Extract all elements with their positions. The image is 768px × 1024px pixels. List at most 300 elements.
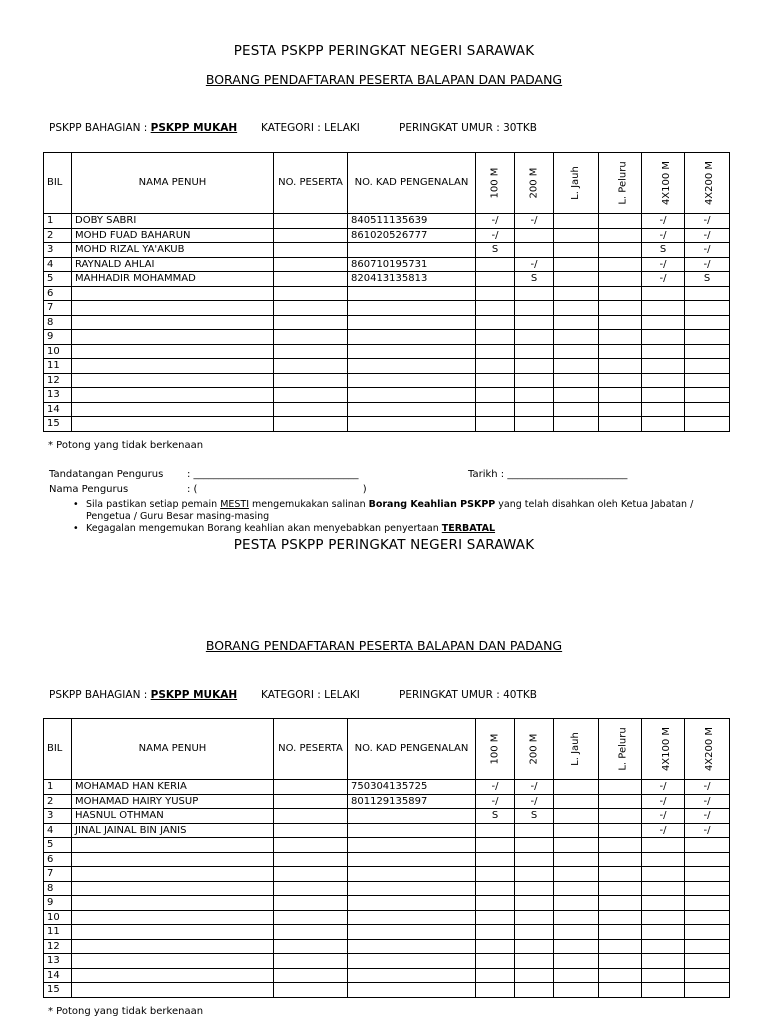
col-no-peserta: NO. PESERTA (274, 153, 348, 214)
cell-4x200 (685, 417, 730, 432)
cell-4x100: -/ (642, 809, 685, 824)
cell-100m (476, 315, 515, 330)
cell-no-kad (348, 809, 476, 824)
cell-100m (476, 823, 515, 838)
cell-bil: 4 (44, 257, 72, 272)
cell-lpeluru (599, 388, 642, 403)
cell-200m (515, 359, 554, 374)
cell-100m: -/ (476, 214, 515, 229)
table-row (44, 214, 730, 229)
cell-no-peserta (274, 214, 348, 229)
cell-lpeluru (599, 315, 642, 330)
cell-100m (476, 852, 515, 867)
cell-no-peserta (274, 272, 348, 287)
cell-4x100: -/ (642, 257, 685, 272)
cell-no-peserta (274, 315, 348, 330)
cell-lpeluru (599, 881, 642, 896)
cell-100m (476, 867, 515, 882)
table-row (44, 867, 730, 882)
table-row (44, 838, 730, 853)
cell-4x100: S (642, 243, 685, 258)
col-200m: 200 M (515, 719, 554, 780)
cell-200m (515, 402, 554, 417)
cell-no-kad (348, 983, 476, 998)
cell-4x200 (685, 315, 730, 330)
cell-nama (72, 315, 274, 330)
cell-4x200 (685, 968, 730, 983)
cell-ljauh (554, 272, 599, 287)
cell-200m (515, 968, 554, 983)
cell-4x100: -/ (642, 272, 685, 287)
cell-no-peserta (274, 228, 348, 243)
cell-lpeluru (599, 968, 642, 983)
cell-4x200 (685, 910, 730, 925)
col-no-kad: NO. KAD PENGENALAN (348, 719, 476, 780)
cell-4x200 (685, 301, 730, 316)
cell-100m (476, 939, 515, 954)
cell-no-kad (348, 417, 476, 432)
cell-4x200 (685, 344, 730, 359)
cell-ljauh (554, 809, 599, 824)
table-row (44, 881, 730, 896)
cell-no-peserta (274, 896, 348, 911)
cell-lpeluru (599, 910, 642, 925)
table-row (44, 315, 730, 330)
cell-4x200 (685, 867, 730, 882)
cell-nama: DOBY SABRI (72, 214, 274, 229)
cell-bil: 11 (44, 359, 72, 374)
cell-100m (476, 330, 515, 345)
cell-lpeluru (599, 373, 642, 388)
cell-lpeluru (599, 780, 642, 795)
table-row (44, 301, 730, 316)
cell-lpeluru (599, 359, 642, 374)
cell-lpeluru (599, 286, 642, 301)
cell-no-kad (348, 867, 476, 882)
col-100m: 100 M (476, 153, 515, 214)
cell-4x200: -/ (685, 809, 730, 824)
col-4x100: 4X100 M (642, 719, 685, 780)
cell-lpeluru (599, 954, 642, 969)
cell-100m (476, 402, 515, 417)
cell-ljauh (554, 954, 599, 969)
cell-ljauh (554, 417, 599, 432)
cell-nama (72, 910, 274, 925)
cell-4x100 (642, 330, 685, 345)
cell-4x200 (685, 388, 730, 403)
cell-100m (476, 301, 515, 316)
cell-lpeluru (599, 838, 642, 853)
cell-4x100 (642, 925, 685, 940)
cell-4x200: -/ (685, 228, 730, 243)
cell-4x100 (642, 301, 685, 316)
cell-ljauh (554, 228, 599, 243)
cell-100m: -/ (476, 780, 515, 795)
cell-lpeluru (599, 939, 642, 954)
table-header-row (44, 153, 730, 214)
cell-100m (476, 925, 515, 940)
cell-4x200 (685, 359, 730, 374)
cell-200m (515, 286, 554, 301)
cell-lpeluru (599, 344, 642, 359)
cell-bil: 6 (44, 852, 72, 867)
cell-100m (476, 417, 515, 432)
cell-bil: 9 (44, 330, 72, 345)
cell-nama (72, 286, 274, 301)
cell-4x100 (642, 373, 685, 388)
cell-nama: MOHAMAD HAN KERIA (72, 780, 274, 795)
umur-2: PERINGKAT UMUR : 40TKB (399, 689, 537, 701)
cell-no-kad: 820413135813 (348, 272, 476, 287)
cell-nama (72, 925, 274, 940)
table-row (44, 417, 730, 432)
table-row (44, 388, 730, 403)
cell-nama (72, 388, 274, 403)
cell-bil: 7 (44, 301, 72, 316)
cell-4x200: S (685, 272, 730, 287)
cell-bil: 1 (44, 214, 72, 229)
cell-bil: 6 (44, 286, 72, 301)
cell-4x100 (642, 910, 685, 925)
col-4x200: 4X200 M (685, 153, 730, 214)
table-row (44, 896, 730, 911)
cell-ljauh (554, 330, 599, 345)
cell-nama (72, 402, 274, 417)
cell-4x100: -/ (642, 823, 685, 838)
col-4x200: 4X200 M (685, 719, 730, 780)
cell-nama (72, 359, 274, 374)
table-row (44, 373, 730, 388)
cell-no-peserta (274, 402, 348, 417)
cell-nama (72, 373, 274, 388)
cell-no-peserta (274, 257, 348, 272)
table-row (44, 243, 730, 258)
cell-4x200: -/ (685, 243, 730, 258)
cell-lpeluru (599, 852, 642, 867)
cell-bil: 13 (44, 954, 72, 969)
cell-200m: -/ (515, 214, 554, 229)
cell-bil: 5 (44, 272, 72, 287)
cell-ljauh (554, 925, 599, 940)
cell-no-peserta (274, 852, 348, 867)
note-2: * Potong yang tidak berkenaan (48, 1006, 204, 1017)
cell-bil: 14 (44, 968, 72, 983)
col-ljauh: L. Jauh (554, 153, 599, 214)
cell-bil: 13 (44, 388, 72, 403)
cell-ljauh (554, 214, 599, 229)
table-row (44, 954, 730, 969)
cell-200m (515, 925, 554, 940)
cell-bil: 3 (44, 809, 72, 824)
cell-bil: 12 (44, 939, 72, 954)
cell-4x100: -/ (642, 214, 685, 229)
bahagian-value: PSKPP MUKAH (150, 122, 238, 134)
cell-ljauh (554, 983, 599, 998)
cell-4x100 (642, 402, 685, 417)
cell-nama (72, 344, 274, 359)
cell-4x200 (685, 402, 730, 417)
cell-4x200 (685, 373, 730, 388)
cell-no-peserta (274, 243, 348, 258)
cell-nama: HASNUL OTHMAN (72, 809, 274, 824)
nama-pengurus-field[interactable]: : ( ) (187, 484, 367, 495)
cell-4x200 (685, 925, 730, 940)
cell-no-peserta (274, 417, 348, 432)
cell-no-kad: 860710195731 (348, 257, 476, 272)
cell-200m: S (515, 809, 554, 824)
cell-nama: MOHAMAD HAIRY YUSUP (72, 794, 274, 809)
note-1: * Potong yang tidak berkenaan (48, 440, 204, 451)
col-4x100: 4X100 M (642, 153, 685, 214)
registration-table-1 (43, 152, 730, 432)
table-row (44, 286, 730, 301)
cell-ljauh (554, 780, 599, 795)
umur-1: PERINGKAT UMUR : 30TKB (399, 122, 537, 134)
tarikh-field[interactable]: Tarikh : ________________________ (468, 469, 628, 480)
cell-200m (515, 910, 554, 925)
cell-no-kad (348, 968, 476, 983)
table-row (44, 330, 730, 345)
cell-4x100 (642, 388, 685, 403)
cell-no-peserta (274, 983, 348, 998)
cell-ljauh (554, 838, 599, 853)
cell-100m (476, 954, 515, 969)
cell-4x200: -/ (685, 257, 730, 272)
cell-no-kad (348, 896, 476, 911)
instruction-2: • Kegagalan mengemukan Borang keahlian akan menyebabkan penyertaan TERBATAL (86, 523, 693, 535)
table-row (44, 983, 730, 998)
table-row (44, 794, 730, 809)
cell-bil: 4 (44, 823, 72, 838)
cell-no-peserta (274, 344, 348, 359)
cell-bil: 10 (44, 344, 72, 359)
table-row (44, 402, 730, 417)
table-row (44, 228, 730, 243)
cell-no-kad (348, 388, 476, 403)
nama-pengurus-label: Nama Pengurus (49, 484, 129, 495)
cell-ljauh (554, 968, 599, 983)
cell-no-kad (348, 286, 476, 301)
cell-ljauh (554, 243, 599, 258)
cell-200m (515, 243, 554, 258)
cell-nama: MOHD FUAD BAHARUN (72, 228, 274, 243)
cell-no-peserta (274, 330, 348, 345)
cell-100m (476, 910, 515, 925)
form-title-2: PESTA PSKPP PERINGKAT NEGERI SARAWAK (233, 537, 535, 553)
cell-no-peserta (274, 910, 348, 925)
col-lpeluru: L. Peluru (599, 153, 642, 214)
cell-bil: 8 (44, 315, 72, 330)
cell-ljauh (554, 388, 599, 403)
cell-lpeluru (599, 402, 642, 417)
cell-4x100 (642, 838, 685, 853)
cell-4x100 (642, 939, 685, 954)
cell-bil: 7 (44, 867, 72, 882)
table-row (44, 344, 730, 359)
cell-nama (72, 896, 274, 911)
cell-200m (515, 388, 554, 403)
cell-no-kad (348, 925, 476, 940)
cell-lpeluru (599, 228, 642, 243)
table-row (44, 257, 730, 272)
cell-200m (515, 881, 554, 896)
cell-no-peserta (274, 809, 348, 824)
cell-no-peserta (274, 794, 348, 809)
cell-4x200 (685, 983, 730, 998)
cell-lpeluru (599, 301, 642, 316)
cell-100m (476, 838, 515, 853)
cell-no-kad (348, 954, 476, 969)
cell-100m (476, 344, 515, 359)
cell-4x100: -/ (642, 794, 685, 809)
cell-200m: S (515, 272, 554, 287)
cell-4x100 (642, 852, 685, 867)
cell-200m (515, 852, 554, 867)
cell-no-peserta (274, 823, 348, 838)
cell-4x200: -/ (685, 214, 730, 229)
cell-ljauh (554, 286, 599, 301)
cell-100m (476, 359, 515, 374)
cell-no-kad (348, 301, 476, 316)
cell-200m (515, 823, 554, 838)
cell-ljauh (554, 373, 599, 388)
cell-ljauh (554, 910, 599, 925)
cell-no-peserta (274, 373, 348, 388)
cell-200m: -/ (515, 257, 554, 272)
cell-100m (476, 896, 515, 911)
cell-200m (515, 330, 554, 345)
cell-nama (72, 954, 274, 969)
cell-100m (476, 286, 515, 301)
cell-ljauh (554, 359, 599, 374)
tandatangan-line[interactable]: : _________________________________ (187, 469, 359, 480)
table-row (44, 910, 730, 925)
cell-4x200 (685, 954, 730, 969)
cell-bil: 15 (44, 983, 72, 998)
cell-no-peserta (274, 388, 348, 403)
table-row (44, 272, 730, 287)
form-title-1: PESTA PSKPP PERINGKAT NEGERI SARAWAK (233, 43, 535, 59)
cell-nama: JINAL JAINAL BIN JANIS (72, 823, 274, 838)
cell-lpeluru (599, 243, 642, 258)
cell-200m (515, 315, 554, 330)
cell-nama: MOHD RIZAL YA'AKUB (72, 243, 274, 258)
cell-4x200 (685, 838, 730, 853)
cell-4x100 (642, 896, 685, 911)
cell-no-kad (348, 881, 476, 896)
cell-ljauh (554, 881, 599, 896)
cell-bil: 1 (44, 780, 72, 795)
cell-no-kad (348, 402, 476, 417)
cell-nama (72, 968, 274, 983)
cell-no-kad: 840511135639 (348, 214, 476, 229)
bahagian-2 (49, 689, 237, 701)
cell-4x200: -/ (685, 823, 730, 838)
col-100m: 100 M (476, 719, 515, 780)
form-subtitle-2: BORANG PENDAFTARAN PESERTA BALAPAN DAN PADANG (205, 638, 563, 653)
cell-200m (515, 301, 554, 316)
cell-200m (515, 373, 554, 388)
cell-lpeluru (599, 794, 642, 809)
form-subtitle-1: BORANG PENDAFTARAN PESERTA BALAPAN DAN PADANG (205, 72, 563, 87)
table-row (44, 809, 730, 824)
cell-nama (72, 417, 274, 432)
bahagian-1 (49, 122, 237, 134)
cell-no-peserta (274, 838, 348, 853)
cell-bil: 11 (44, 925, 72, 940)
cell-no-peserta (274, 881, 348, 896)
cell-100m (476, 257, 515, 272)
cell-lpeluru (599, 896, 642, 911)
cell-4x100 (642, 286, 685, 301)
cell-nama (72, 939, 274, 954)
cell-no-kad (348, 243, 476, 258)
cell-lpeluru (599, 823, 642, 838)
cell-200m (515, 954, 554, 969)
cell-nama (72, 867, 274, 882)
cell-100m (476, 968, 515, 983)
cell-4x100 (642, 344, 685, 359)
cell-ljauh (554, 402, 599, 417)
cell-nama (72, 330, 274, 345)
cell-ljauh (554, 939, 599, 954)
cell-no-kad (348, 852, 476, 867)
table-row (44, 359, 730, 374)
cell-no-peserta (274, 925, 348, 940)
cell-no-kad (348, 838, 476, 853)
cell-no-kad: 750304135725 (348, 780, 476, 795)
cell-4x100 (642, 359, 685, 374)
cell-4x100 (642, 867, 685, 882)
cell-bil: 9 (44, 896, 72, 911)
cell-4x200: -/ (685, 780, 730, 795)
bahagian-label: PSKPP BAHAGIAN : (49, 689, 148, 701)
cell-nama (72, 852, 274, 867)
cell-no-kad (348, 330, 476, 345)
cell-200m (515, 344, 554, 359)
cell-100m: -/ (476, 228, 515, 243)
col-bil: BIL (44, 153, 72, 214)
cell-200m: -/ (515, 794, 554, 809)
cell-no-kad (348, 344, 476, 359)
cell-4x100: -/ (642, 228, 685, 243)
cell-nama: RAYNALD AHLAI (72, 257, 274, 272)
cell-nama (72, 838, 274, 853)
cell-100m (476, 272, 515, 287)
cell-lpeluru (599, 809, 642, 824)
registration-table-2 (43, 718, 730, 998)
cell-nama (72, 983, 274, 998)
cell-ljauh (554, 301, 599, 316)
cell-no-peserta (274, 780, 348, 795)
table-row (44, 939, 730, 954)
cell-4x100 (642, 968, 685, 983)
table-row (44, 968, 730, 983)
cell-ljauh (554, 867, 599, 882)
cell-4x200 (685, 330, 730, 345)
cell-nama: MAHHADIR MOHAMMAD (72, 272, 274, 287)
cell-no-peserta (274, 301, 348, 316)
cell-lpeluru (599, 214, 642, 229)
cell-100m (476, 983, 515, 998)
cell-100m (476, 373, 515, 388)
col-nama: NAMA PENUH (72, 153, 274, 214)
col-no-peserta: NO. PESERTA (274, 719, 348, 780)
cell-lpeluru (599, 867, 642, 882)
table-row (44, 823, 730, 838)
table-row (44, 925, 730, 940)
cell-no-kad (348, 823, 476, 838)
